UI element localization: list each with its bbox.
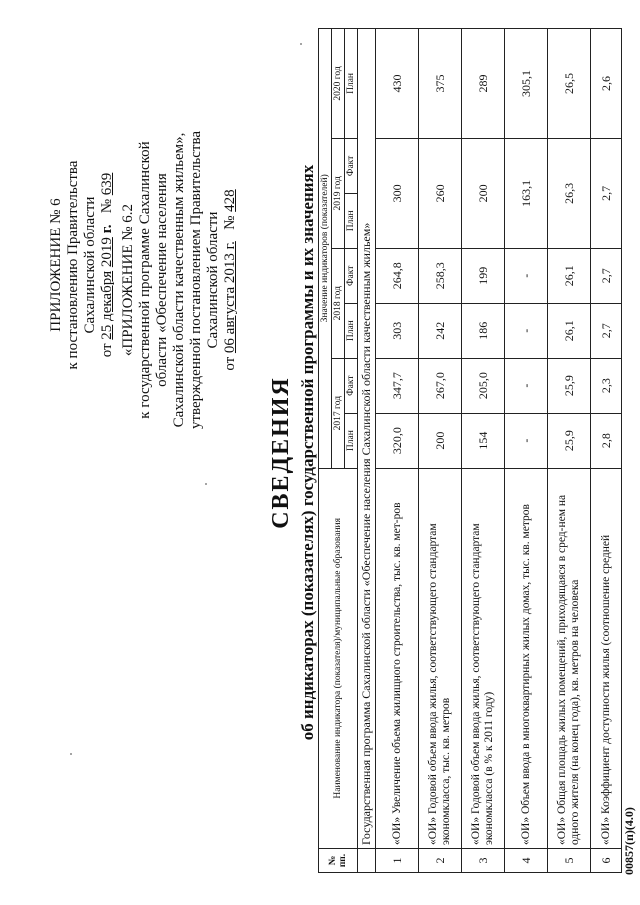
- year-header: 2019 год: [332, 138, 345, 248]
- fact-header: Факт: [345, 358, 358, 413]
- value-cell: 26,1: [548, 303, 591, 358]
- annex-text: к постановлению Правительства: [65, 160, 81, 370]
- value-cell: -: [505, 358, 548, 413]
- column-header-name: Наименование индикатора (показателя)/муниципальные образования: [319, 468, 358, 848]
- value-cell: 25,9: [548, 358, 591, 413]
- table-row: [419, 29, 462, 873]
- value-cell: 2,6: [591, 29, 622, 139]
- table-row: [548, 29, 591, 873]
- annex-header-6-2: «ПРИЛОЖЕНИЕ № 6.2 к государственной программе Сахалинской области «Обеспечение населения Сахалинской области качественным жильем», утвержденной постановлением Правительства Сахалинской области от 06 августа 2013 г. № 428: [120, 115, 239, 445]
- annex-title: ПРИЛОЖЕНИЕ № 6: [48, 198, 64, 332]
- value-cell: 154: [462, 413, 505, 468]
- scan-speck: [70, 753, 72, 755]
- value-cell: 200: [419, 413, 462, 468]
- fact-header: Факт: [345, 248, 358, 303]
- scan-speck: [205, 483, 207, 485]
- program-name: Государственная программа Сахалинской области «Обеспечение населения Сахалинской области качественным жильем»: [358, 29, 376, 849]
- indicator-name: «ОИ» Увеличение объема жилищного строительства, тыс. кв. мет-ров: [376, 468, 419, 848]
- column-header-values: Значение индикаторов (показателей): [319, 29, 332, 469]
- value-cell: 303: [376, 303, 419, 358]
- annex-number: 428: [222, 189, 238, 212]
- year-header: 2017 год: [332, 358, 345, 468]
- table-row: [505, 29, 548, 873]
- value-cell: 2,8: [591, 413, 622, 468]
- value-cell: 199: [462, 248, 505, 303]
- table-row: [462, 29, 505, 873]
- value-cell: 267,0: [419, 358, 462, 413]
- annex-title: «ПРИЛОЖЕНИЕ № 6.2: [120, 203, 136, 357]
- row-number: 4: [505, 849, 548, 873]
- value-cell: 260: [419, 138, 462, 248]
- value-cell: 300: [376, 138, 419, 248]
- indicator-name: «ОИ» Объем ввода в многоквартирных жилых домах, тыс. кв. метров: [505, 468, 548, 848]
- value-cell: 200: [462, 138, 505, 248]
- value-cell: 375: [419, 29, 462, 139]
- plan-header: План: [345, 193, 358, 248]
- indicator-name: «ОИ» Годовой объем ввода жилья, соответствующего стандартам экономкласса (в % к 2011 году): [462, 468, 505, 848]
- indicator-name: «ОИ» Общая площадь жилых помещений, приходящаяся в сред-нем на одного жителя (на конец года), кв. метров на человека: [548, 468, 591, 848]
- document-subtitle: об индикаторах (показателях) государственной программы и их значениях: [298, 164, 317, 741]
- annex-year: 2019: [99, 237, 115, 268]
- table-row: [376, 29, 419, 873]
- row-number: 2: [419, 849, 462, 873]
- row-number: 3: [462, 849, 505, 873]
- value-cell: 26,1: [548, 248, 591, 303]
- value-cell: 242: [419, 303, 462, 358]
- value-cell: 258,3: [419, 248, 462, 303]
- value-cell: 26,5: [548, 29, 591, 139]
- value-cell: 2,3: [591, 358, 622, 413]
- annex-text: Сахалинской области: [82, 196, 98, 334]
- annex-month: декабря: [99, 270, 115, 321]
- document-code: 00857(п)(4.0): [622, 807, 636, 875]
- value-cell: 430: [376, 29, 419, 139]
- value-cell: 25,9: [548, 413, 591, 468]
- value-cell: 163,1: [505, 138, 548, 248]
- row-number: 5: [548, 849, 591, 873]
- indicator-name: «ОИ» Коэффициент доступности жилья (соотношение средней: [591, 468, 622, 848]
- indicator-name: «ОИ» Годовой объем ввода жилья, соответствующего стандартам экономкласса, тыс. кв. метров: [419, 468, 462, 848]
- plan-header: План: [345, 29, 358, 139]
- year-header: 2018 год: [332, 248, 345, 358]
- annex-date: 06 августа 2013 г.: [222, 241, 238, 354]
- value-cell: 305,1: [505, 29, 548, 139]
- value-cell: 2,7: [591, 138, 622, 248]
- fact-header: Факт: [345, 138, 358, 193]
- value-cell: 2,7: [591, 303, 622, 358]
- value-cell: 26,3: [548, 138, 591, 248]
- annex-date-line: от 06 августа 2013 г. № 428: [222, 189, 238, 371]
- value-cell: -: [505, 248, 548, 303]
- value-cell: 320,0: [376, 413, 419, 468]
- value-cell: 347,7: [376, 358, 419, 413]
- year-header: 2020 год: [332, 29, 345, 139]
- value-cell: 186: [462, 303, 505, 358]
- value-cell: 289: [462, 29, 505, 139]
- annex-date-line: от 25 декабря 2019 г. № 639: [99, 172, 115, 358]
- table-row: [591, 29, 622, 873]
- document-title: СВЕДЕНИЯ: [268, 376, 294, 529]
- plan-header: План: [345, 303, 358, 358]
- value-cell: 205,0: [462, 358, 505, 413]
- annex-number: 639: [99, 172, 115, 196]
- row-number: 6: [591, 849, 622, 873]
- column-header-no: № пп.: [319, 849, 358, 873]
- value-cell: -: [505, 303, 548, 358]
- plan-header: План: [345, 413, 358, 468]
- row-number: 1: [376, 849, 419, 873]
- value-cell: 2,7: [591, 248, 622, 303]
- annex-header-6: [48, 115, 116, 415]
- annex-day: 25: [99, 324, 115, 340]
- value-cell: 264,8: [376, 248, 419, 303]
- program-row: [358, 29, 376, 873]
- scan-speck: [300, 43, 302, 45]
- indicators-table: [318, 28, 622, 873]
- value-cell: -: [505, 413, 548, 468]
